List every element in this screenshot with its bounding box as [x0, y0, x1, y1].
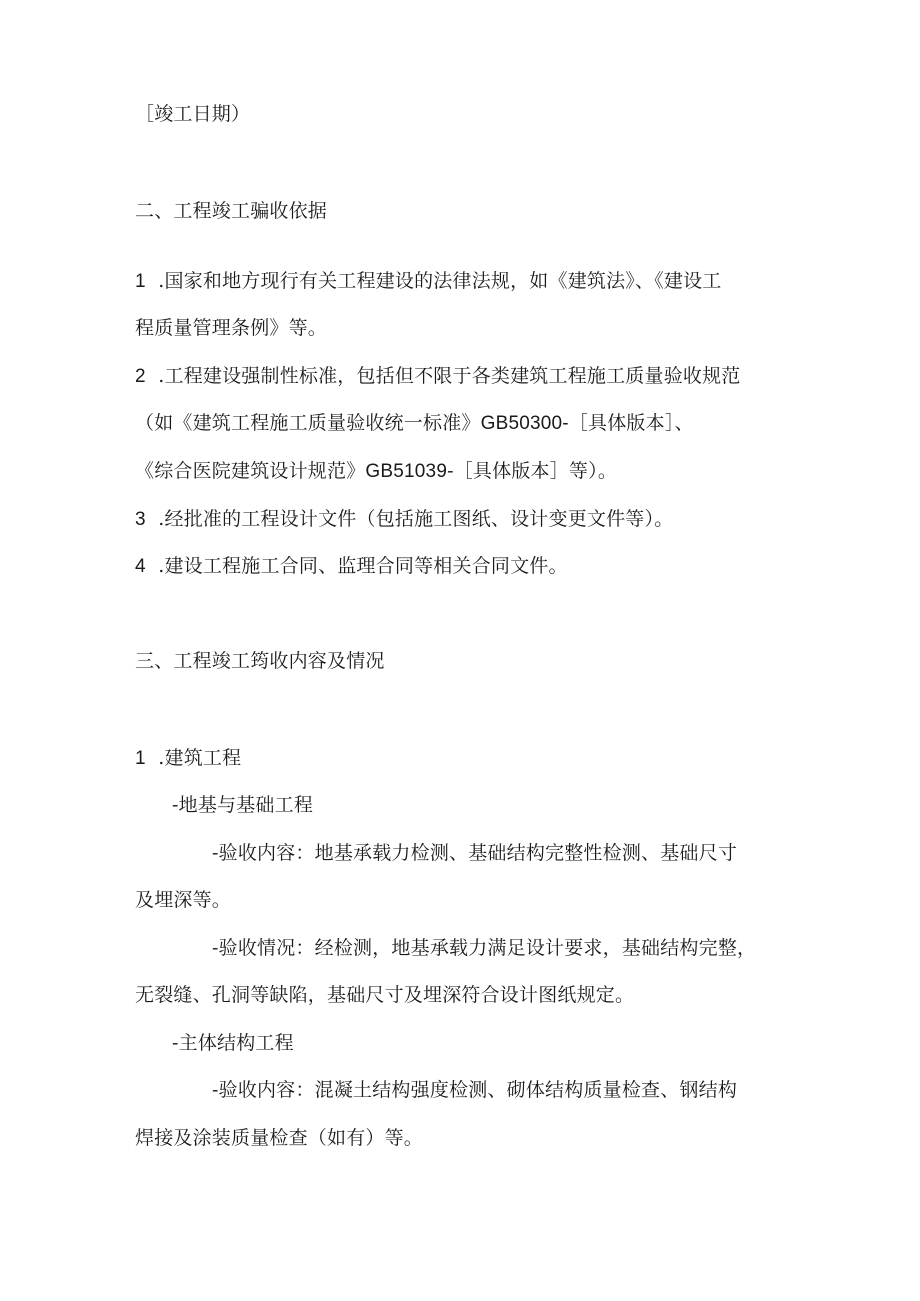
section-2-title: 二、工程竣工骗收依据	[135, 200, 328, 222]
item-text: .工程建设强制性标准，包括但不限于各类建筑工程施工质量验收规范	[158, 365, 741, 387]
completion-date-line: ［竣工日期）	[135, 103, 251, 125]
item-text: .国家和地方现行有关工程建设的法律法规，如《建筑法》、《建设工	[158, 270, 722, 292]
foundation-status-line-1: -验收情况：经检测，地基承载力满足设计要求，基础结构完整，	[212, 937, 757, 959]
section-2-item-2	[135, 364, 741, 389]
item-number: 3	[135, 509, 146, 530]
foundation-subtitle: -地基与基础工程	[172, 794, 314, 816]
main-structure-content-line-1: -验收内容：混凝土结构强度检测、砌体结构质量检查、钢结构	[212, 1079, 738, 1101]
foundation-content-line-1: -验收内容：地基承载力检测、基础结构完整性检测、基础尺寸	[212, 842, 738, 864]
foundation-status-line-2: 无裂缝、孔洞等缺陷，基础尺寸及埋深符合设计图纸规定。	[135, 984, 635, 1006]
item-text: .建设工程施工合同、监理合同等相关合同文件。	[158, 555, 568, 577]
section-2-item-2-continued-1	[135, 411, 694, 436]
section-2-item-1-continued: 程质量管理条例》等。	[135, 317, 328, 339]
standard-code: GB50300-	[480, 413, 569, 434]
item-number: 1	[135, 271, 146, 292]
standard-code: GB51039	[365, 461, 448, 482]
text-segment: ［具体版本］、	[568, 412, 694, 434]
foundation-content-line-2: 及埋深等。	[135, 889, 232, 911]
item-number: 2	[135, 366, 146, 387]
section-2-item-1	[135, 269, 722, 294]
section-2-item-2-continued-2	[135, 459, 617, 484]
item-number: 1	[135, 748, 146, 769]
section-2-item-3	[135, 507, 673, 532]
text-segment: 《综合医院建筑设计规范》	[135, 460, 366, 482]
main-structure-subtitle: -主体结构工程	[172, 1032, 294, 1054]
item-text: .经批准的工程设计文件（包括施工图纸、设计变更文件等）。	[158, 508, 674, 530]
item-number: 4	[135, 556, 146, 577]
text-segment: （如《建筑工程施工质量验收统一标准》	[135, 412, 481, 434]
main-structure-content-line-2: 焊接及涂装质量检查（如有）等。	[135, 1127, 424, 1149]
section-3-title: 三、工程竣工筠收内容及情况	[135, 650, 385, 672]
text-segment: -［具体版本］等）。	[447, 460, 618, 482]
item-text: .建筑工程	[158, 747, 242, 769]
section-3-item-1	[135, 746, 241, 771]
section-2-item-4	[135, 554, 568, 579]
